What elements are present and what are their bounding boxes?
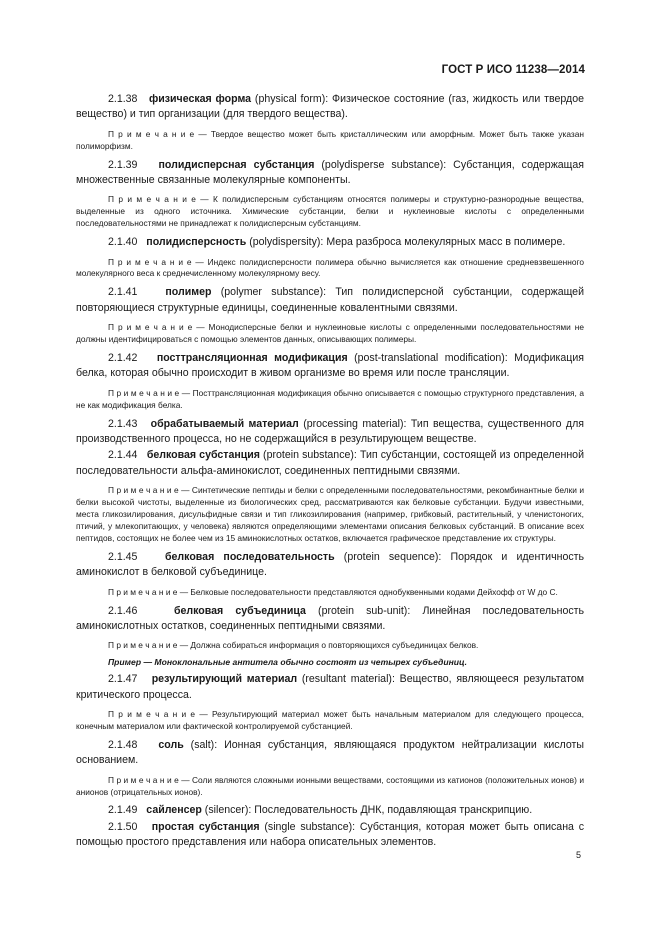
term-name: посттрансляционная модификация bbox=[156, 352, 348, 364]
term-definition: (physical form): Физическое состояние (газ, жидкость или твердое вещество) и тип организации (для твердого вещества). bbox=[76, 93, 584, 121]
term-definition: (silencer): Последовательность ДНК, подавляющая транскрипцию. bbox=[201, 804, 533, 817]
term-definition: (single substance): Субстанция, которая может быть описана с помощью простого представления или набора описательных элементов. bbox=[76, 820, 584, 849]
term-entry bbox=[76, 285, 584, 316]
note-label: П р и м е ч а н и е bbox=[108, 194, 196, 205]
term-definition: (processing material): Тип вещества, существенного для производственного процесса, но не содержащийся в результирующем веществе. bbox=[76, 417, 584, 446]
term-note bbox=[76, 388, 584, 412]
term-note bbox=[76, 257, 584, 281]
term-number: 2.1.47 bbox=[108, 673, 147, 686]
term-entry bbox=[76, 92, 584, 123]
term-number: 2.1.44 bbox=[108, 449, 144, 462]
note-label: П р и м е ч а н и е bbox=[108, 485, 179, 496]
term-entry bbox=[76, 803, 584, 818]
term-note bbox=[76, 194, 584, 230]
note-label: П р и м е ч а н и е bbox=[108, 128, 195, 139]
term-note bbox=[76, 485, 584, 545]
term-name: полимер bbox=[165, 286, 212, 299]
term-name: результирующий материал bbox=[151, 673, 298, 686]
term-definition: (polymer substance): Тип полидисперсной субстанции, содержащей повторяющиеся структурные единицы, соединенные ковалентными связями. bbox=[76, 286, 584, 314]
document-body bbox=[76, 92, 584, 852]
term-number: 2.1.48 bbox=[108, 738, 152, 751]
term-entry bbox=[76, 672, 584, 703]
document-header: ГОСТ Р ИСО 11238—2014 bbox=[441, 64, 585, 76]
term-definition: (protein sequence): Порядок и идентичность аминокислот в белковой субъединице. bbox=[76, 550, 585, 579]
term-entry bbox=[76, 550, 584, 581]
term-example: Пример — Моноклональные антитела обычно состоят из четырех субъединиц. bbox=[108, 657, 467, 668]
note-text: — Твердое вещество может быть кристаллическим или аморфным. Может быть также указан полиморфизм. bbox=[76, 128, 585, 151]
term-number: 2.1.46 bbox=[108, 604, 162, 617]
term-entry bbox=[76, 738, 584, 769]
term-number: 2.1.40 bbox=[108, 236, 144, 249]
term-entry bbox=[76, 604, 584, 635]
term-entry bbox=[76, 158, 584, 189]
term-entry bbox=[76, 235, 584, 250]
term-entry bbox=[76, 351, 584, 382]
term-note bbox=[76, 775, 584, 799]
term-definition: (protein substance): Тип субстанции, состоящей из определенной последовательности альфа-аминокислот, соединенных пептидными связями. bbox=[76, 449, 584, 477]
note-text: — Посттрансляционная модификация обычно описывается с помощью структурного представления, а не как модификация белка. bbox=[76, 387, 585, 410]
term-number: 2.1.42 bbox=[108, 352, 151, 364]
term-definition: (post-translational modification): Модификация белка, которая обычно происходит в живом организме во время или после трансляции. bbox=[76, 352, 584, 380]
term-number: 2.1.49 bbox=[108, 804, 144, 817]
note-text: — Монодисперсные белки и нуклеиновые кислоты с определенными последовательностями не должны идентифицироваться с помощью элементов данных, описывающих полимеры. bbox=[76, 322, 585, 345]
note-label: П р и м е ч а н и е bbox=[108, 387, 180, 398]
note-text: — Синтетические пептиды и белки с определенными последовательностями, рекомбинантные белки и белки высокой чистоты, выделенные из биологических сред, рассматриваются как белковые субстанции. Будучи известными, места гликозилирования, дисульфидные связи и тип гликозилирования (например, грибковый, растительный, у членистоногих, птичий, у млекопитающих, у человека) являются определяющими элементами описания белковых субстанций. В описание всех пептидов, состоящих не более чем из 15 аминокислотных остатков, включается графическое представление их структуры. bbox=[76, 485, 584, 543]
term-name: белковая последовательность bbox=[165, 550, 335, 563]
note-text: — К полидисперсным субстанциям относятся полимеры и структурно-разнородные вещества, выделенные из одного источника. Химические субстанции, белки и нуклеиновые кислоты с определенными последовательностями не принадлежат к полидисперсным субстанциям. bbox=[76, 194, 585, 229]
note-text: — Должна собираться информация о повторяющихся субъединицах белков. bbox=[177, 640, 479, 651]
note-label: П р и м е ч а н и е bbox=[108, 774, 179, 785]
note-text: — Результирующий материал может быть начальным материалом для следующего процесса, конечным материалом или фактической контролируемой субстанцией. bbox=[76, 709, 584, 731]
note-text: — Белковые последовательности представляются однобуквенными кодами Дейхофф от W до C. bbox=[177, 586, 558, 597]
term-note bbox=[76, 129, 584, 153]
term-name: физическая форма bbox=[148, 93, 252, 105]
term-definition: (resultant material): Вещество, являющееся результатом критического процесса. bbox=[76, 673, 584, 701]
term-name: обрабатываемый материал bbox=[150, 417, 299, 430]
note-text: — Индекс полидисперсности полимера обычно вычисляется как отношение средневзвешенного молекулярного веса к среднечисленному молекулярному весу. bbox=[76, 256, 584, 279]
term-entry bbox=[76, 820, 584, 851]
note-label: П р и м е ч а н и е bbox=[108, 640, 178, 651]
note-label: П р и м е ч а н и е bbox=[108, 709, 196, 720]
term-name: полидисперсная субстанция bbox=[158, 158, 315, 171]
term-name: сайленсер bbox=[146, 804, 202, 817]
term-note bbox=[76, 322, 584, 346]
note-text: — Соли являются сложными ионными веществами, состоящими из катионов (положительных ионов) и анионов (отрицательных ионов). bbox=[76, 774, 584, 797]
page-number: 5 bbox=[575, 850, 581, 860]
term-number: 2.1.45 bbox=[108, 550, 156, 563]
term-name: простая субстанция bbox=[151, 820, 260, 833]
note-label: П р и м е ч а н и е bbox=[108, 586, 178, 597]
term-definition: (polydispersity): Мера разброса молекулярных масс в полимере. bbox=[246, 236, 566, 249]
term-note bbox=[76, 587, 584, 599]
term-entry bbox=[76, 417, 584, 448]
term-number: 2.1.50 bbox=[108, 820, 147, 833]
term-note bbox=[76, 640, 584, 652]
term-definition: (polydisperse substance): Субстанция, содержащая множественные связанные молекулярные компоненты. bbox=[76, 158, 585, 187]
term-name: белковая субъединица bbox=[173, 604, 306, 617]
term-note bbox=[76, 709, 584, 733]
term-number: 2.1.38 bbox=[108, 93, 146, 105]
term-definition: (salt): Ионная субстанция, являющаяся продуктом нейтрализации кислоты основанием. bbox=[76, 738, 584, 767]
term-number: 2.1.43 bbox=[108, 417, 147, 430]
term-name: соль bbox=[158, 738, 184, 751]
term-name: белковая субстанция bbox=[146, 449, 260, 462]
note-label: П р и м е ч а н и е bbox=[108, 256, 192, 267]
term-number: 2.1.39 bbox=[108, 158, 152, 171]
term-number: 2.1.41 bbox=[108, 286, 157, 299]
term-entry bbox=[76, 448, 584, 479]
note-label: П р и м е ч а н и е bbox=[108, 322, 193, 333]
term-name: полидисперсность bbox=[146, 236, 247, 249]
term-definition: (protein sub-unit): Линейная последовательность аминокислотных остатков, соединенных пептидными связями. bbox=[76, 604, 585, 632]
